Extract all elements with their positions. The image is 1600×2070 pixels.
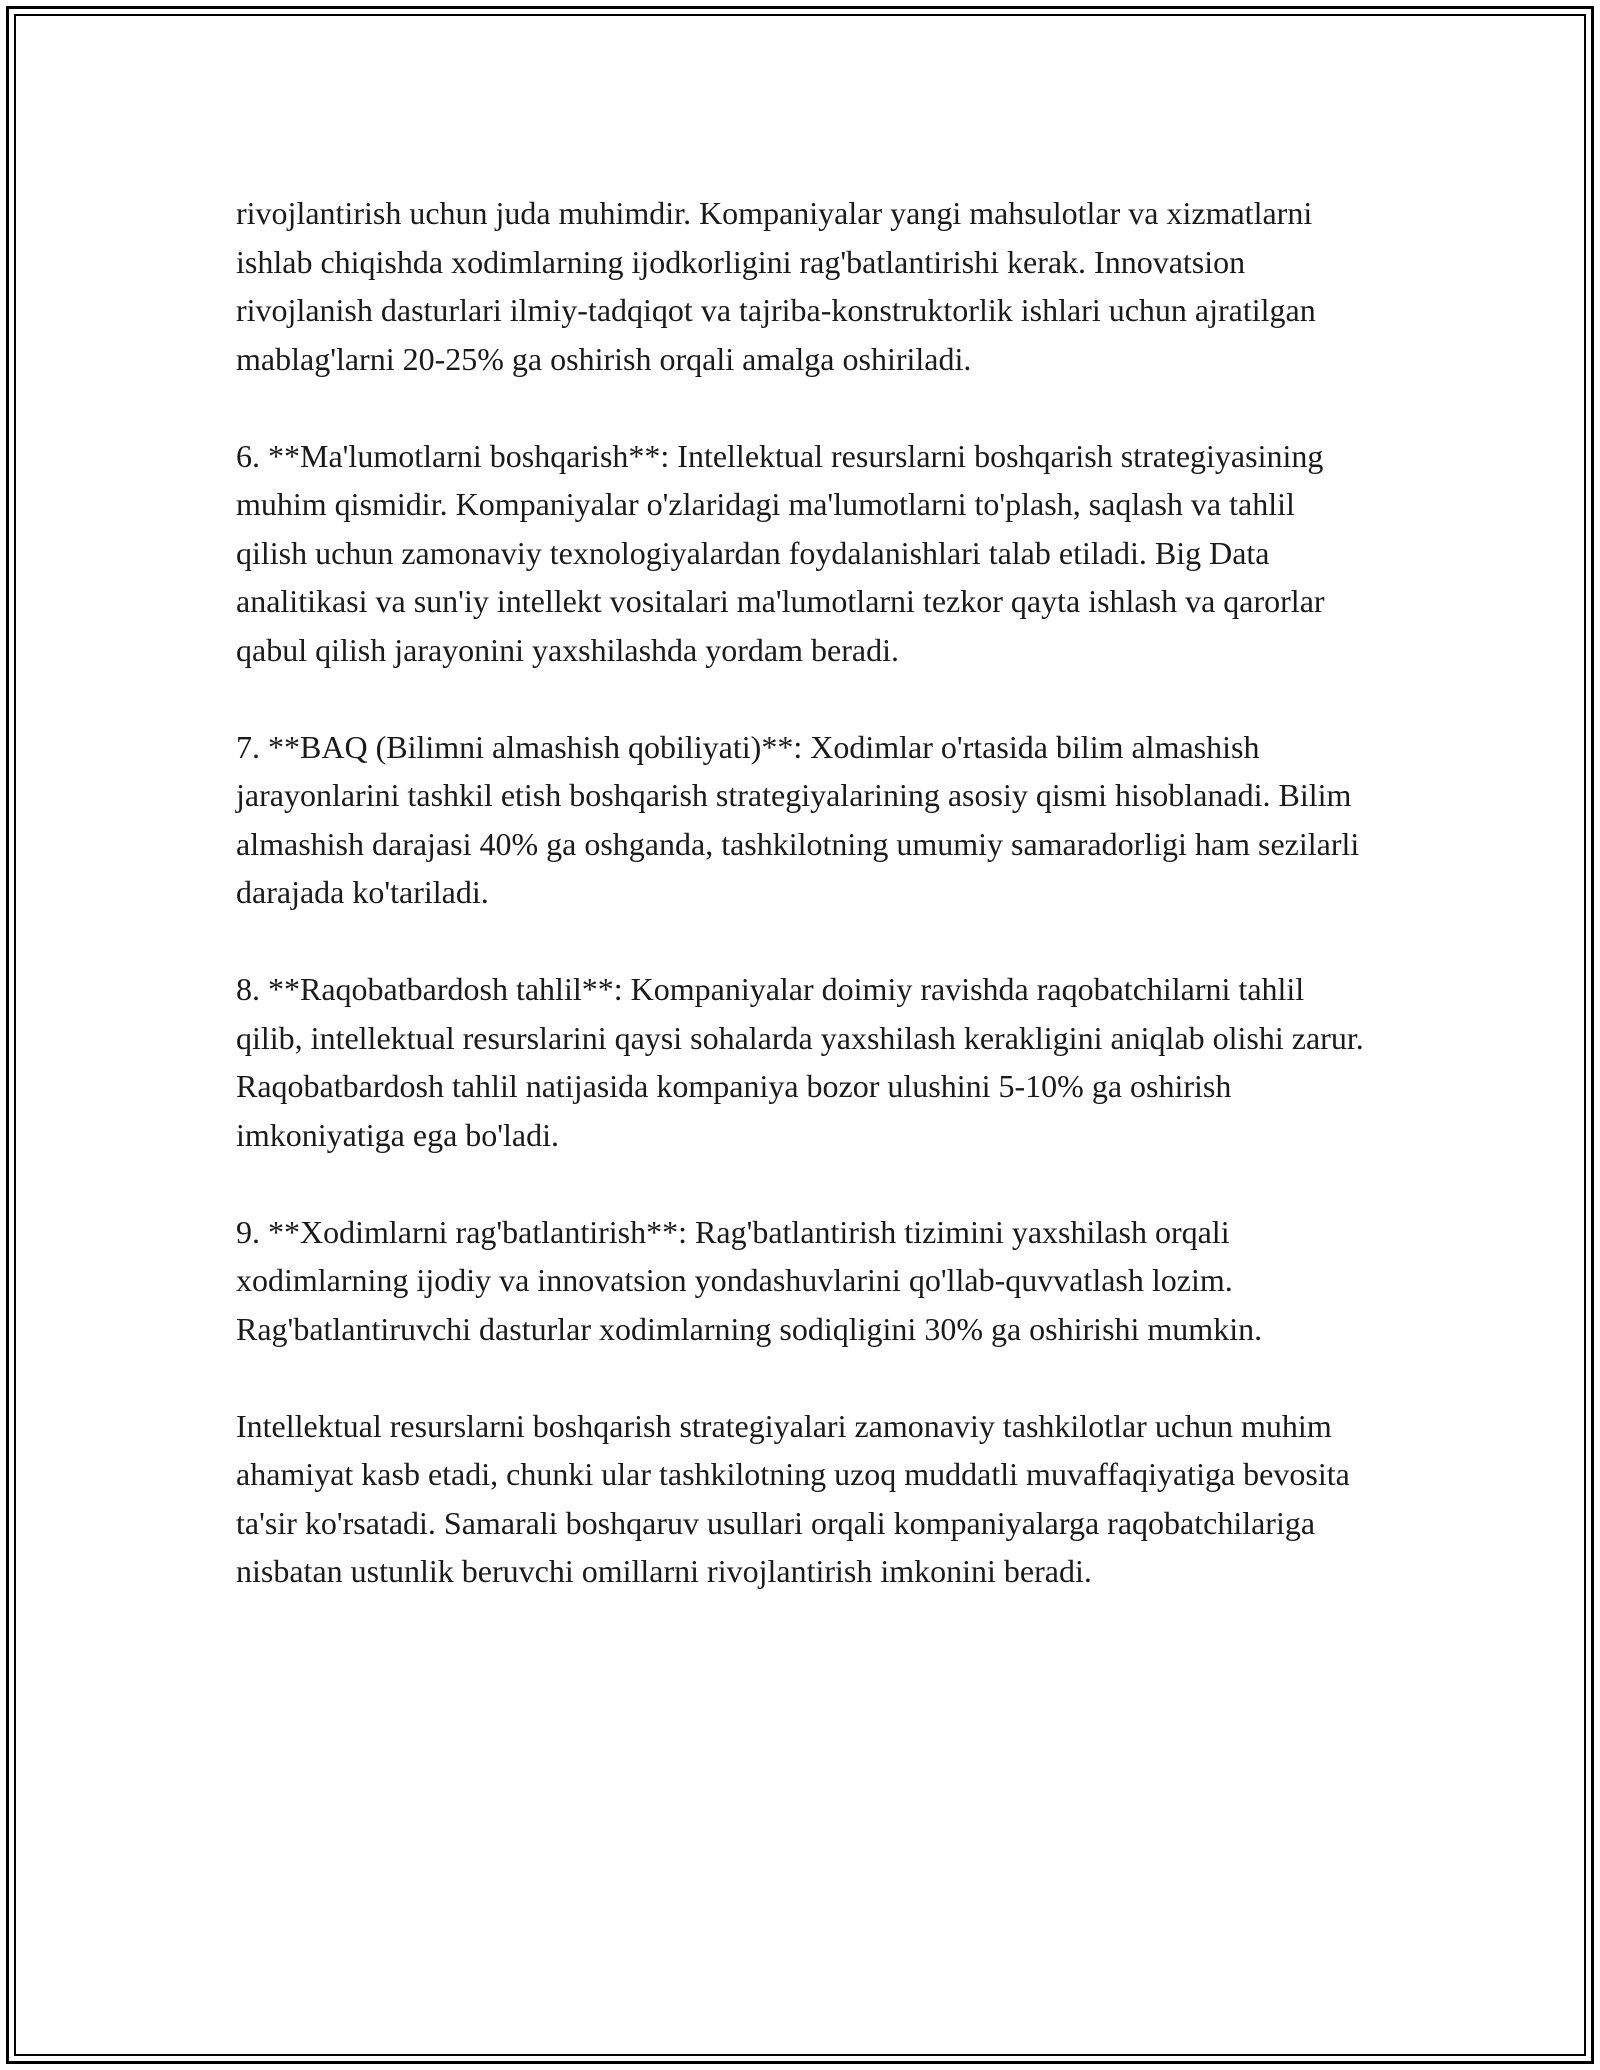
paragraph-data-management: 6. **Ma'lumotlarni boshqarish**: Intellektual resurslarni boshqarish strategiyasining muhim qismidir. Kompaniyalar o'zlaridagi ma'lumotlarni to'plash, saqlash va tahlil qilish uchun zamonaviy texnologiyalardan foydalanishlari talab etiladi. Big Data analitikasi va sun'iy intellekt vositalari ma'lumotlarni tezkor qayta ishlash va qarorlar qabul qilish jarayonini yaxshilashda yordam beradi. bbox=[236, 437, 1325, 668]
paragraph-knowledge-sharing: 7. **BAQ (Bilimni almashish qobiliyati)**: Xodimlar o'rtasida bilim almashish jarayonlarini tashkil etish boshqarish strategiyalarining asosiy qismi hisoblanadi. Bilim almashish darajasi 40% ga oshganda, tashkilotning umumiy samaradorligi ham sezilarli darajada ko'tariladi. bbox=[236, 728, 1360, 910]
document-body bbox=[236, 189, 1366, 1644]
paragraph-conclusion: Intellektual resurslarni boshqarish strategiyalari zamonaviy tashkilotlar uchun muhim ahamiyat kasb etadi, chunki ular tashkilotning uzoq muddatli muvaffaqiyatiga bevosita ta'sir ko'rsatadi. Samarali boshqaruv usullari orqali kompaniyalarga raqobatchilariga nisbatan ustunlik beruvchi omillarni rivojlantirish imkonini beradi. bbox=[236, 1407, 1350, 1589]
paragraph-competitive-analysis: 8. **Raqobatbardosh tahlil**: Kompaniyalar doimiy ravishda raqobatchilarni tahlil qilib, intellektual resurslarini qaysi sohalarda yaxshilash kerakligini aniqlab olishi zarur. Raqobatbardosh tahlil natijasida kompaniya bozor ulushini 5-10% ga oshirish imkoniyatiga ega bo'ladi. bbox=[236, 971, 1364, 1153]
paragraph-innovation-continuation: rivojlantirish uchun juda muhimdir. Kompaniyalar yangi mahsulotlar va xizmatlarni ishlab chiqishda xodimlarning ijodkorligini rag'batlantirishi kerak. Innovatsion rivojlanish dasturlari ilmiy-tadqiqot va tajriba-konstruktorlik ishlari uchun ajratilgan mablag'larni 20-25% ga oshirish orqali amalga oshiriladi. bbox=[236, 195, 1316, 377]
paragraph-employee-motivation: 9. **Xodimlarni rag'batlantirish**: Rag'batlantirish tizimini yaxshilash orqali xodimlarning ijodiy va innovatsion yondashuvlarini qo'llab-quvvatlash lozim. Rag'batlantiruvchi dasturlar xodimlarning sodiqligini 30% ga oshirishi mumkin. bbox=[236, 1213, 1263, 1347]
